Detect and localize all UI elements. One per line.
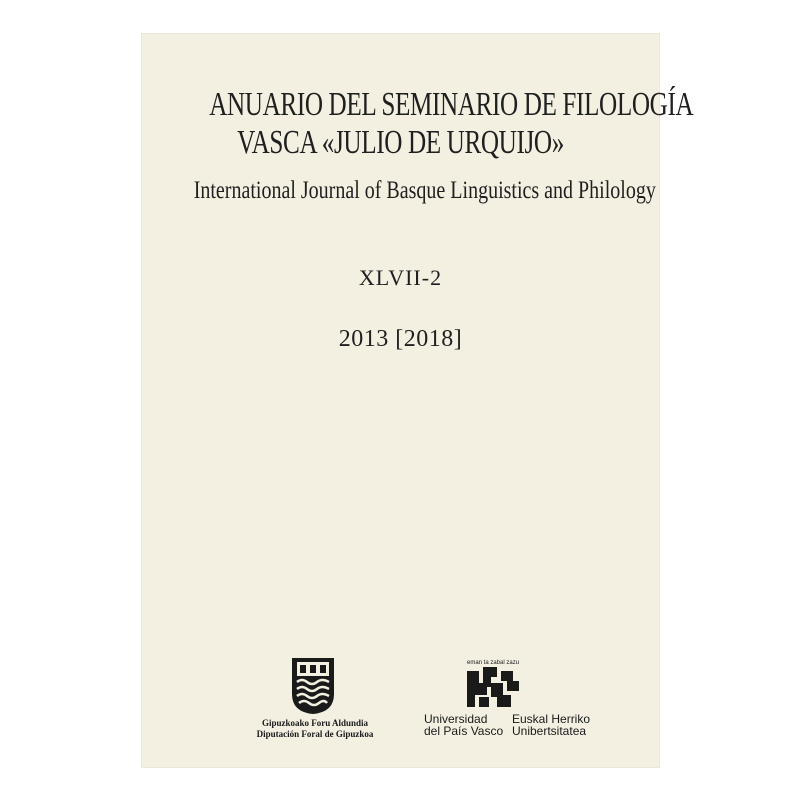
upv-name-spanish-line2: del País Vasco	[424, 724, 504, 738]
subtitle: International Journal of Basque Linguistics and Philology	[193, 177, 656, 204]
upv-name-basque-line2: Unibertsitatea	[512, 724, 587, 738]
title-line-1: ANUARIO DEL SEMINARIO DE FILOLOGÍA	[209, 86, 694, 123]
upv-motto: eman ta zabal zazu	[467, 660, 520, 666]
gipuzkoa-name-basque: Gipuzkoako Foru Aldundia	[261, 718, 369, 728]
gipuzkoa-shield-icon	[290, 656, 336, 716]
publication-year: 2013 [2018]	[338, 326, 463, 352]
title-line-2: VASCA «JULIO DE URQUIJO»	[237, 124, 564, 161]
book-cover	[142, 34, 694, 767]
volume-number: XLVII-2	[358, 265, 443, 290]
upv-ehu-logo-icon	[467, 667, 519, 711]
gipuzkoa-name-spanish: Diputación Foral de Gipuzkoa	[256, 729, 374, 739]
upv-name-basque-line1: Euskal Herriko	[512, 712, 591, 726]
upv-name-spanish-line1: Universidad	[424, 712, 488, 726]
